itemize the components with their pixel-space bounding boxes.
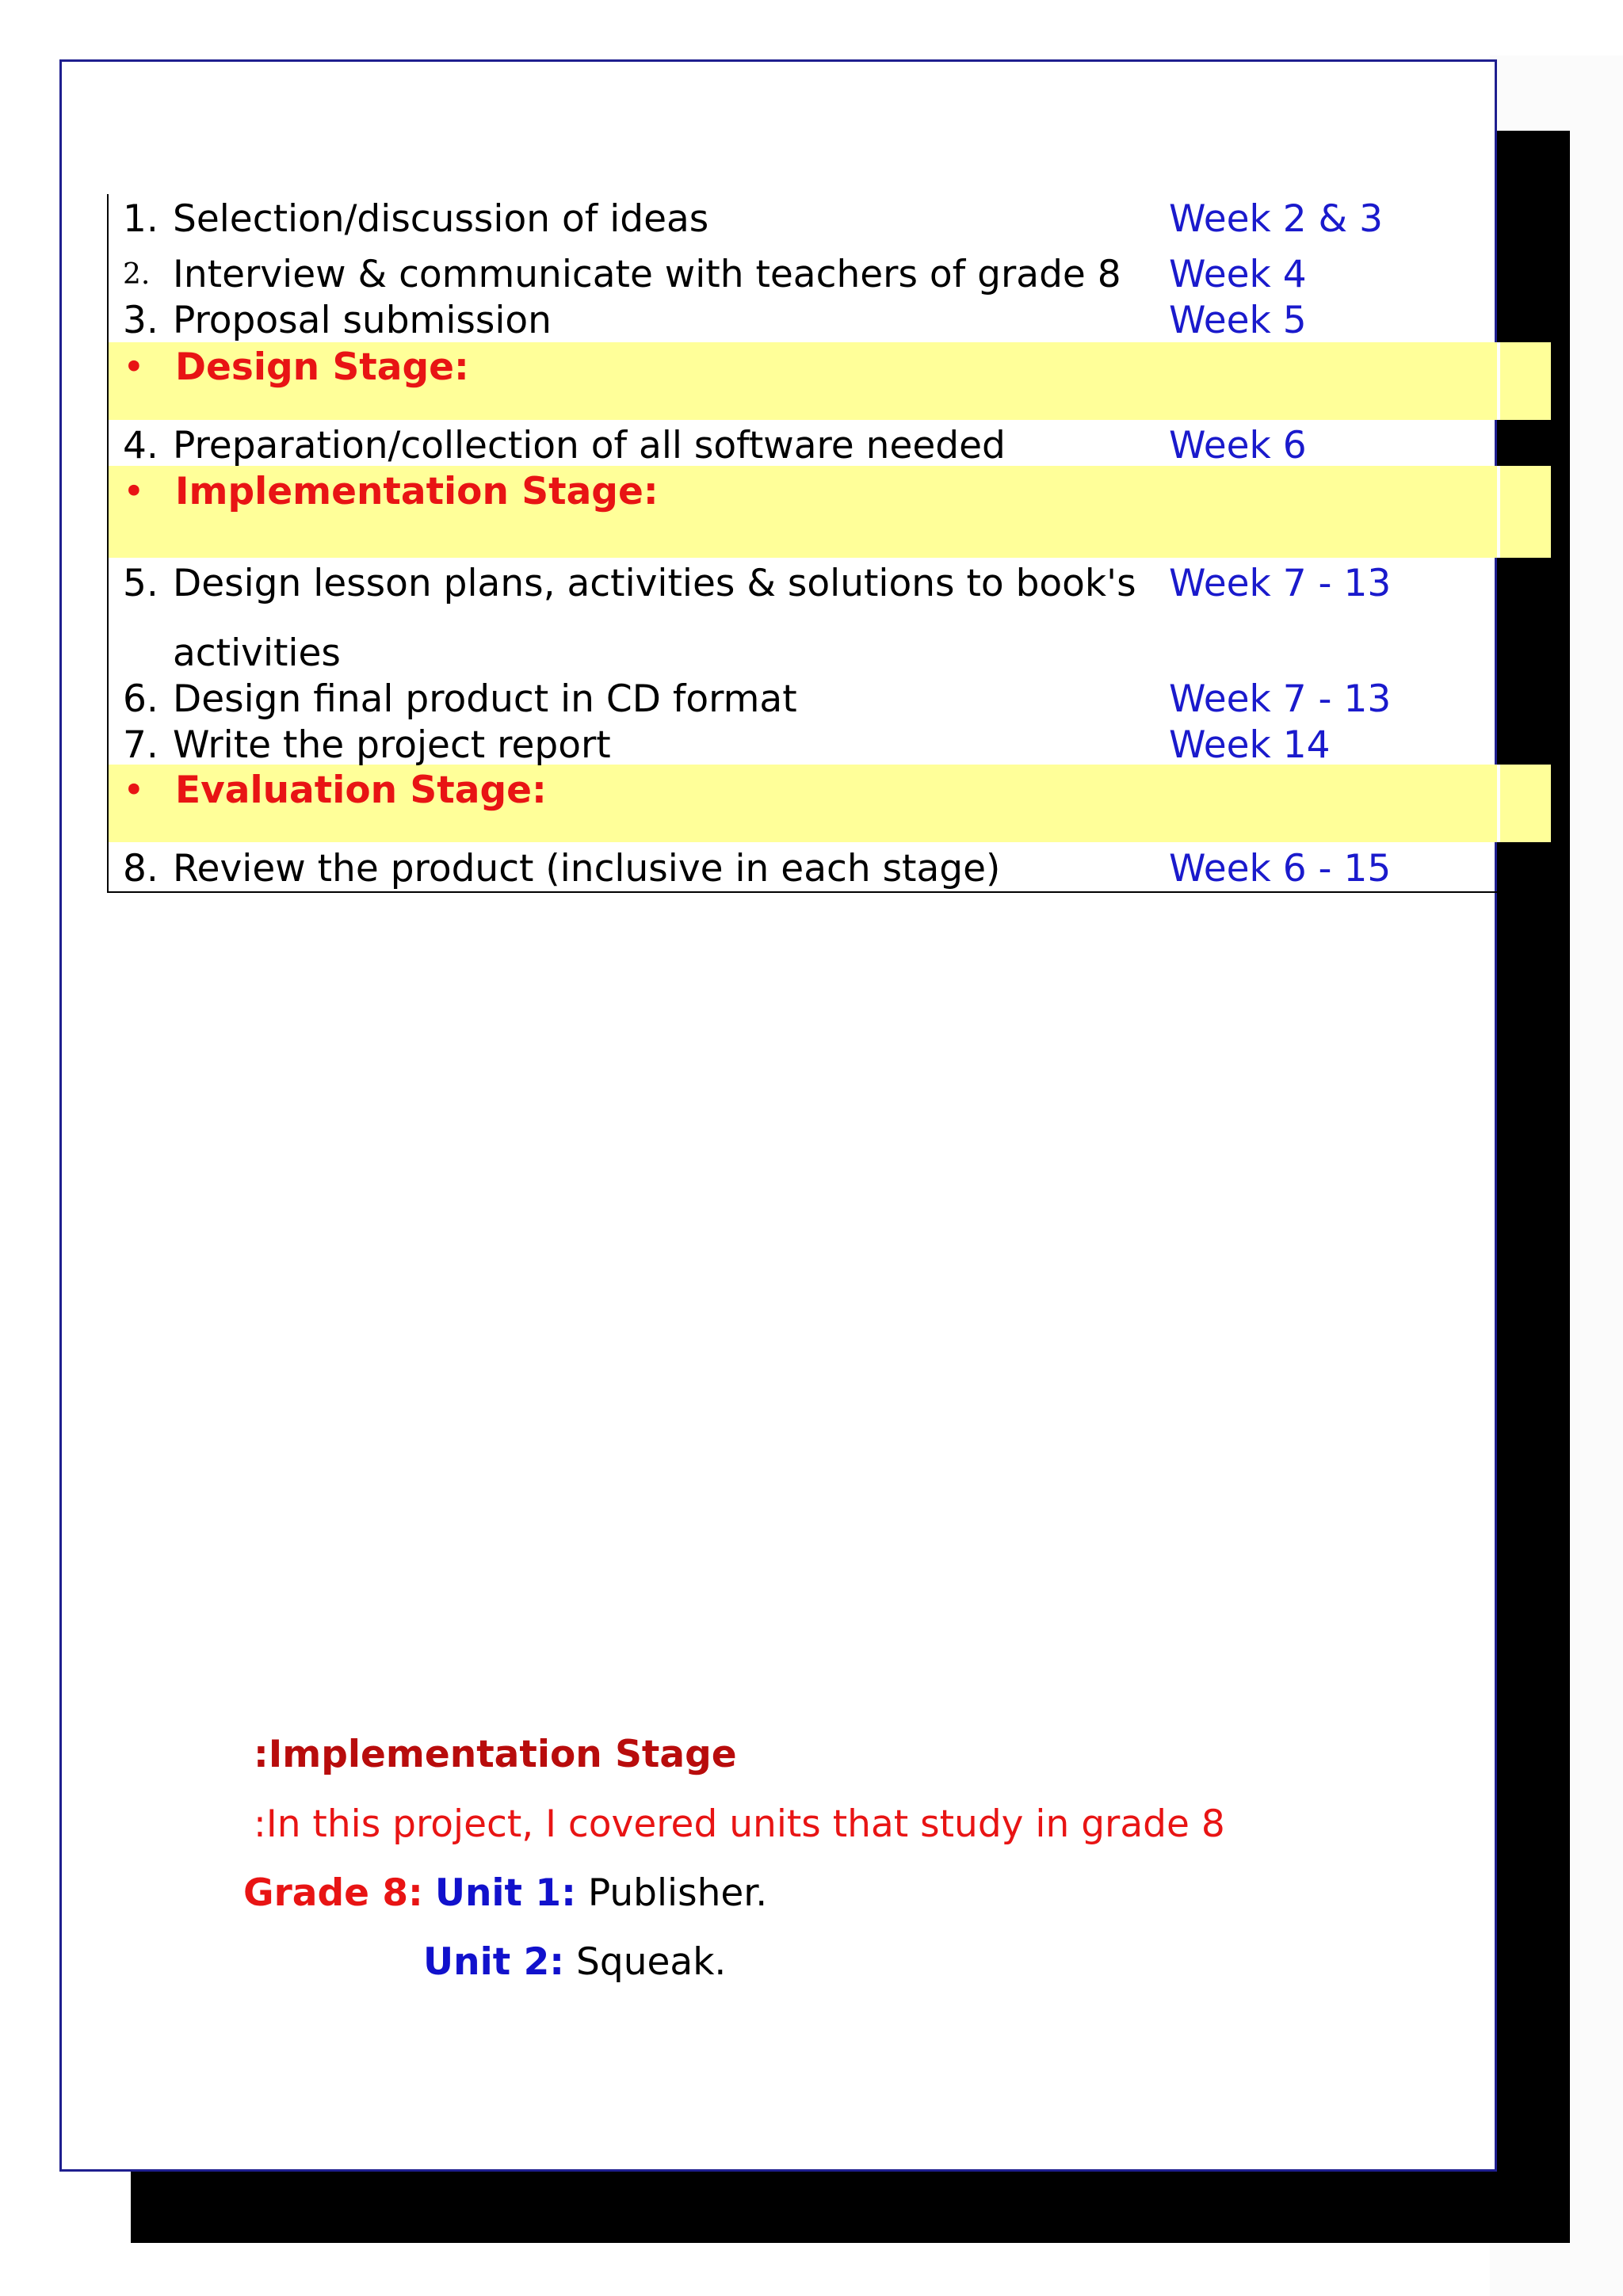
band-separator — [1497, 342, 1500, 420]
item-number: 8. — [123, 847, 158, 891]
item-week: Week 4 — [1169, 253, 1307, 296]
item-week: Week 6 — [1169, 424, 1307, 467]
item-number: 4. — [123, 424, 158, 467]
stage-label: Evaluation Stage: — [175, 769, 547, 812]
item-text: Selection/discussion of ideas — [173, 197, 709, 241]
unit-label: Unit 1: — [434, 1871, 576, 1915]
item-week: Week 14 — [1169, 723, 1331, 767]
stage-label: Design Stage: — [175, 345, 469, 389]
item-number: 2. — [123, 258, 151, 291]
unit-label: Unit 2: — [423, 1940, 565, 1984]
item-week: Week 6 - 15 — [1169, 847, 1392, 891]
item-week: Week 2 & 3 — [1169, 197, 1384, 241]
item-week: Week 7 - 13 — [1169, 677, 1392, 721]
implementation-heading: :Implementation Stage — [254, 1733, 737, 1776]
bullet-icon: • — [123, 345, 145, 389]
item-week: Week 7 - 13 — [1169, 562, 1392, 605]
bullet-icon: • — [123, 769, 145, 812]
band-separator — [1497, 765, 1500, 842]
bullet-icon: • — [123, 470, 145, 513]
item-number: 3. — [123, 299, 158, 342]
stage-label: Implementation Stage: — [175, 470, 659, 513]
band-separator — [1497, 466, 1500, 558]
item-week: Week 5 — [1169, 299, 1307, 342]
unit-name: Publisher. — [587, 1871, 768, 1915]
item-text: Interview & communicate with teachers of grade 8 — [173, 253, 1121, 296]
unit-name: Squeak. — [576, 1940, 727, 1984]
grade-label: Grade 8: — [243, 1871, 423, 1915]
item-text: Proposal submission — [173, 299, 552, 342]
item-number: 6. — [123, 677, 158, 721]
item-text: Design final product in CD format — [173, 677, 797, 721]
item-text: Review the product (inclusive in each stage) — [173, 847, 1001, 891]
item-number: 5. — [123, 562, 158, 605]
grade-8-unit-1-line — [243, 1871, 767, 1916]
implementation-intro: :In this project, I covered units that study in grade 8 — [254, 1802, 1225, 1846]
item-text: Design lesson plans, activities & solutions to book's — [173, 562, 1136, 605]
item-text: Write the project report — [173, 723, 611, 767]
item-number: 7. — [123, 723, 158, 767]
item-text-continued: activities — [173, 631, 341, 675]
unit-2-line — [423, 1940, 726, 1985]
item-number: 1. — [123, 197, 158, 241]
item-text: Preparation/collection of all software needed — [173, 424, 1006, 467]
